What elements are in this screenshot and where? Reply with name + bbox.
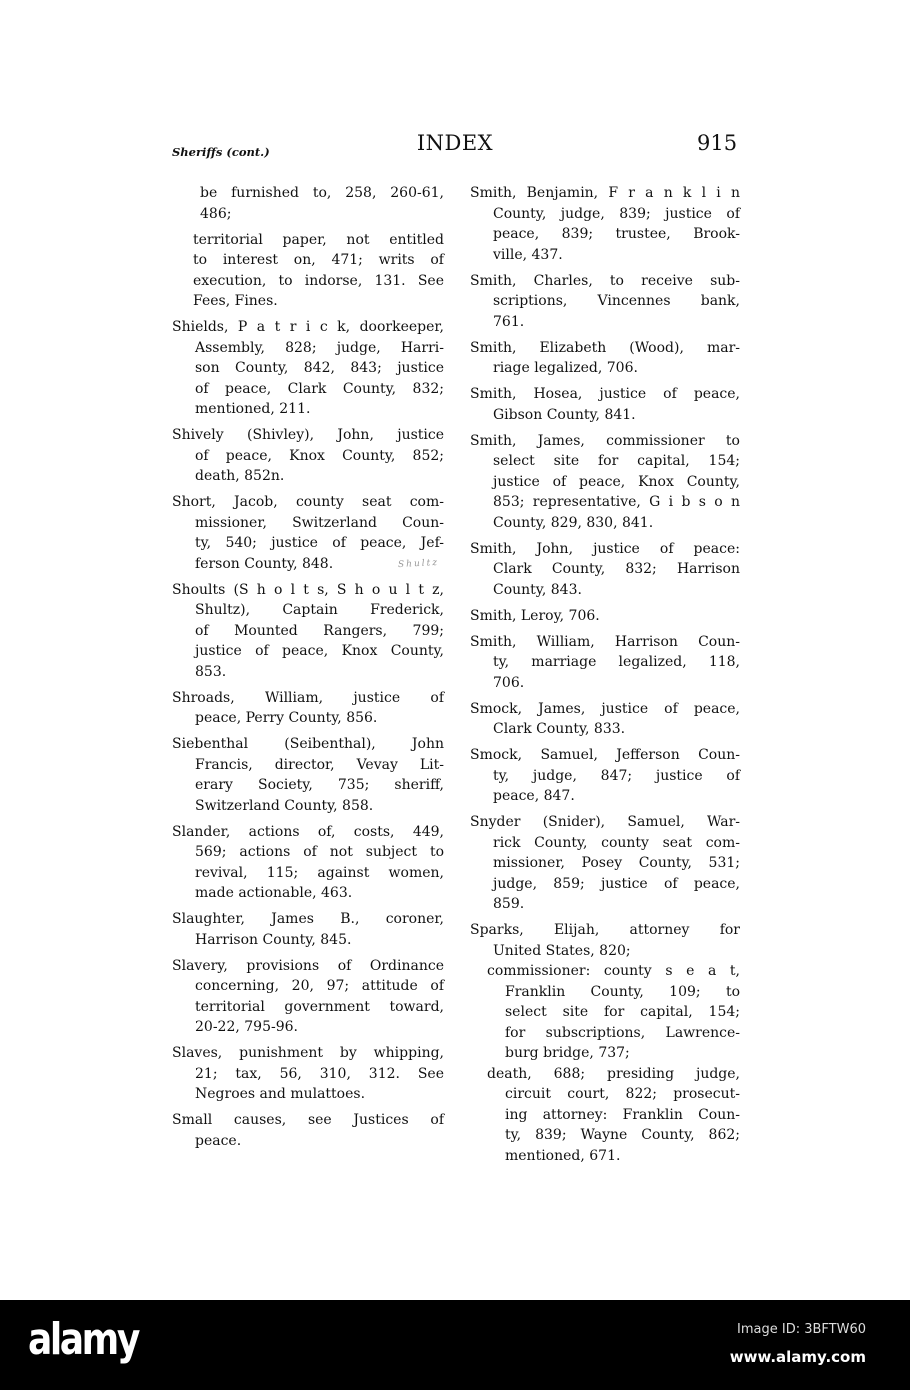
index-line: son County, 842, 843; justice xyxy=(195,360,444,376)
index-line: ty, marriage legalized, 118, xyxy=(493,654,740,670)
index-line: Sparks, Elijah, attorney for xyxy=(470,922,740,938)
index-line: peace. xyxy=(195,1132,242,1149)
index-line: Snyder (Snider), Samuel, War- xyxy=(470,814,740,830)
index-line: Switzerland County, 858. xyxy=(195,797,374,814)
index-line: 569; actions of not subject to xyxy=(195,844,444,860)
index-line: ville, 437. xyxy=(493,246,563,263)
index-entry xyxy=(470,338,740,379)
index-line: ferson County, 848. xyxy=(195,555,334,572)
index-line: death, 852n. xyxy=(195,468,285,484)
handwritten-margin-note: Shultz xyxy=(397,557,440,571)
image-id: Image ID: 3BFTW60 xyxy=(737,1322,866,1337)
page-number: 915 xyxy=(697,131,738,155)
index-line: peace, Perry County, 856. xyxy=(195,710,378,726)
index-line: of peace, Knox County, 852; xyxy=(195,447,444,464)
index-entry xyxy=(172,425,444,487)
index-line: burg bridge, 737; xyxy=(505,1045,630,1061)
index-subentry xyxy=(172,183,444,224)
index-entry xyxy=(172,734,444,816)
index-entry xyxy=(470,431,740,534)
index-line: 853. xyxy=(195,663,227,680)
index-line: be furnished to, 258, 260-61, xyxy=(200,185,444,201)
index-line: peace, 839; trustee, Brook- xyxy=(493,226,740,242)
index-line: County, judge, 839; justice of xyxy=(493,205,740,222)
index-entry xyxy=(172,822,444,904)
index-line: Assembly, 828; judge, Harri- xyxy=(195,339,444,356)
index-line: 486; xyxy=(200,205,232,222)
continued-heading: Sheriffs (cont.) xyxy=(172,145,270,159)
index-line: Smock, James, justice of peace, xyxy=(470,700,740,717)
index-line: revival, 115; against women, xyxy=(195,864,444,881)
index-line: missioner, Switzerland Coun- xyxy=(195,514,444,531)
index-line: 20-22, 795-96. xyxy=(195,1019,298,1035)
index-entry xyxy=(470,384,740,425)
website-url: www.alamy.com xyxy=(729,1348,866,1366)
index-line: Slander, actions of, costs, 449, xyxy=(172,823,444,840)
index-line: made actionable, 463. xyxy=(195,885,353,901)
index-line: territorial government toward, xyxy=(195,998,444,1015)
index-entry xyxy=(470,539,740,601)
index-line: Shroads, William, justice of xyxy=(172,689,444,706)
index-line: 859. xyxy=(493,896,525,912)
index-line: County, 829, 830, 841. xyxy=(493,514,654,531)
index-line: Short, Jacob, county seat com- xyxy=(172,494,444,510)
index-line: justice of peace, Knox County, xyxy=(195,643,444,659)
index-line: Franklin County, 109; to xyxy=(505,983,740,1000)
index-line: territorial paper, not entitled xyxy=(193,231,444,248)
index-line: judge, 859; justice of peace, xyxy=(493,875,740,892)
index-subentry xyxy=(172,230,444,312)
index-line: County, 843. xyxy=(493,581,582,598)
index-entry xyxy=(470,183,740,265)
index-line: ty, 540; justice of peace, Jef- xyxy=(195,535,444,551)
index-line: Francis, director, Vevay Lit- xyxy=(195,756,444,773)
index-entry xyxy=(470,745,740,807)
alamy-logo: alamy xyxy=(28,1314,138,1365)
index-line: Smith, Hosea, justice of peace, xyxy=(470,386,740,402)
index-line: scriptions, Vincennes bank, xyxy=(493,293,740,309)
index-line: Small causes, see Justices of xyxy=(172,1112,444,1128)
index-line: Siebenthal (Seibenthal), John xyxy=(172,736,444,752)
index-entry xyxy=(470,632,740,694)
index-entry xyxy=(172,909,444,950)
index-line: to interest on, 471; writs of xyxy=(193,252,444,268)
index-line: Shively (Shivley), John, justice xyxy=(172,427,444,443)
index-line: Fees, Fines. xyxy=(193,293,278,309)
index-line: peace, 847. xyxy=(493,788,575,804)
index-line: Shields, P a t r i c k, doorkeeper, xyxy=(172,319,444,335)
index-line: Smith, Charles, to receive sub- xyxy=(470,272,740,289)
index-line: Clark County, 833. xyxy=(493,721,626,737)
index-line: Slaughter, James B., coroner, xyxy=(172,911,444,927)
index-line: Shultz), Captain Frederick, xyxy=(195,602,444,618)
index-line: 706. xyxy=(493,674,525,691)
left-column xyxy=(172,143,444,1157)
index-line: missioner, Posey County, 531; xyxy=(493,855,740,871)
index-line: Shoults (S h o l t s, S h o u l t z, xyxy=(172,581,444,598)
index-line: Clark County, 832; Harrison xyxy=(493,561,740,577)
index-line: Slavery, provisions of Ordinance xyxy=(172,957,444,974)
index-entry xyxy=(172,1043,444,1105)
watermark-footer xyxy=(0,1300,910,1390)
page-title: INDEX xyxy=(416,131,494,155)
index-line: Negroes and mulattoes. xyxy=(195,1086,366,1102)
right-column xyxy=(470,183,740,1172)
index-line: commissioner: county s e a t, xyxy=(487,963,740,979)
index-line: Smith, Leroy, 706. xyxy=(470,607,600,624)
index-line: Gibson County, 841. xyxy=(493,406,636,423)
index-line: of peace, Clark County, 832; xyxy=(195,380,444,397)
index-entry xyxy=(470,271,740,333)
index-line: Smock, Samuel, Jefferson Coun- xyxy=(470,747,740,763)
index-entry xyxy=(470,699,740,740)
index-line: Smith, James, commissioner to xyxy=(470,432,740,449)
index-line: 21; tax, 56, 310, 312. See xyxy=(195,1065,444,1082)
index-line: Smith, Benjamin, F r a n k l i n xyxy=(470,185,740,201)
index-line: Smith, William, Harrison Coun- xyxy=(470,633,740,650)
index-entry xyxy=(470,920,740,1166)
index-line: Harrison County, 845. xyxy=(195,931,352,948)
index-line: justice of peace, Knox County, xyxy=(493,473,740,490)
index-line: 761. xyxy=(493,313,525,330)
index-line: erary Society, 735; sheriff, xyxy=(195,777,444,793)
index-line: execution, to indorse, 131. See xyxy=(193,272,444,289)
index-entry xyxy=(470,606,740,627)
index-line: of Mounted Rangers, 799; xyxy=(195,622,444,639)
index-entry xyxy=(172,580,444,683)
index-line: concerning, 20, 97; attitude of xyxy=(195,978,444,994)
index-line: ing attorney: Franklin Coun- xyxy=(505,1106,740,1123)
index-line: mentioned, 671. xyxy=(505,1147,621,1164)
index-line: ty, judge, 847; justice of xyxy=(493,767,740,784)
index-line: death, 688; presiding judge, xyxy=(487,1065,740,1082)
index-line: ty, 839; Wayne County, 862; xyxy=(505,1127,740,1143)
index-entry xyxy=(172,317,444,420)
index-entry xyxy=(172,688,444,729)
index-entry xyxy=(172,956,444,1038)
index-line: United States, 820; xyxy=(493,942,631,959)
index-line: mentioned, 211. xyxy=(195,401,311,417)
index-line: Slaves, punishment by whipping, xyxy=(172,1045,444,1061)
index-entry xyxy=(172,1110,444,1151)
index-entry xyxy=(470,812,740,915)
index-line: 853; representative, G i b s o n xyxy=(493,494,740,510)
index-line: select site for capital, 154; xyxy=(493,453,740,469)
index-line: select site for capital, 154; xyxy=(505,1004,740,1020)
index-line: rick County, county seat com- xyxy=(493,834,740,851)
index-line: circuit court, 822; prosecut- xyxy=(505,1086,740,1102)
index-line: riage legalized, 706. xyxy=(493,360,638,376)
index-line: for subscriptions, Lawrence- xyxy=(505,1024,740,1041)
index-line: Smith, John, justice of peace: xyxy=(470,540,740,557)
index-line: Smith, Elizabeth (Wood), mar- xyxy=(470,339,740,356)
